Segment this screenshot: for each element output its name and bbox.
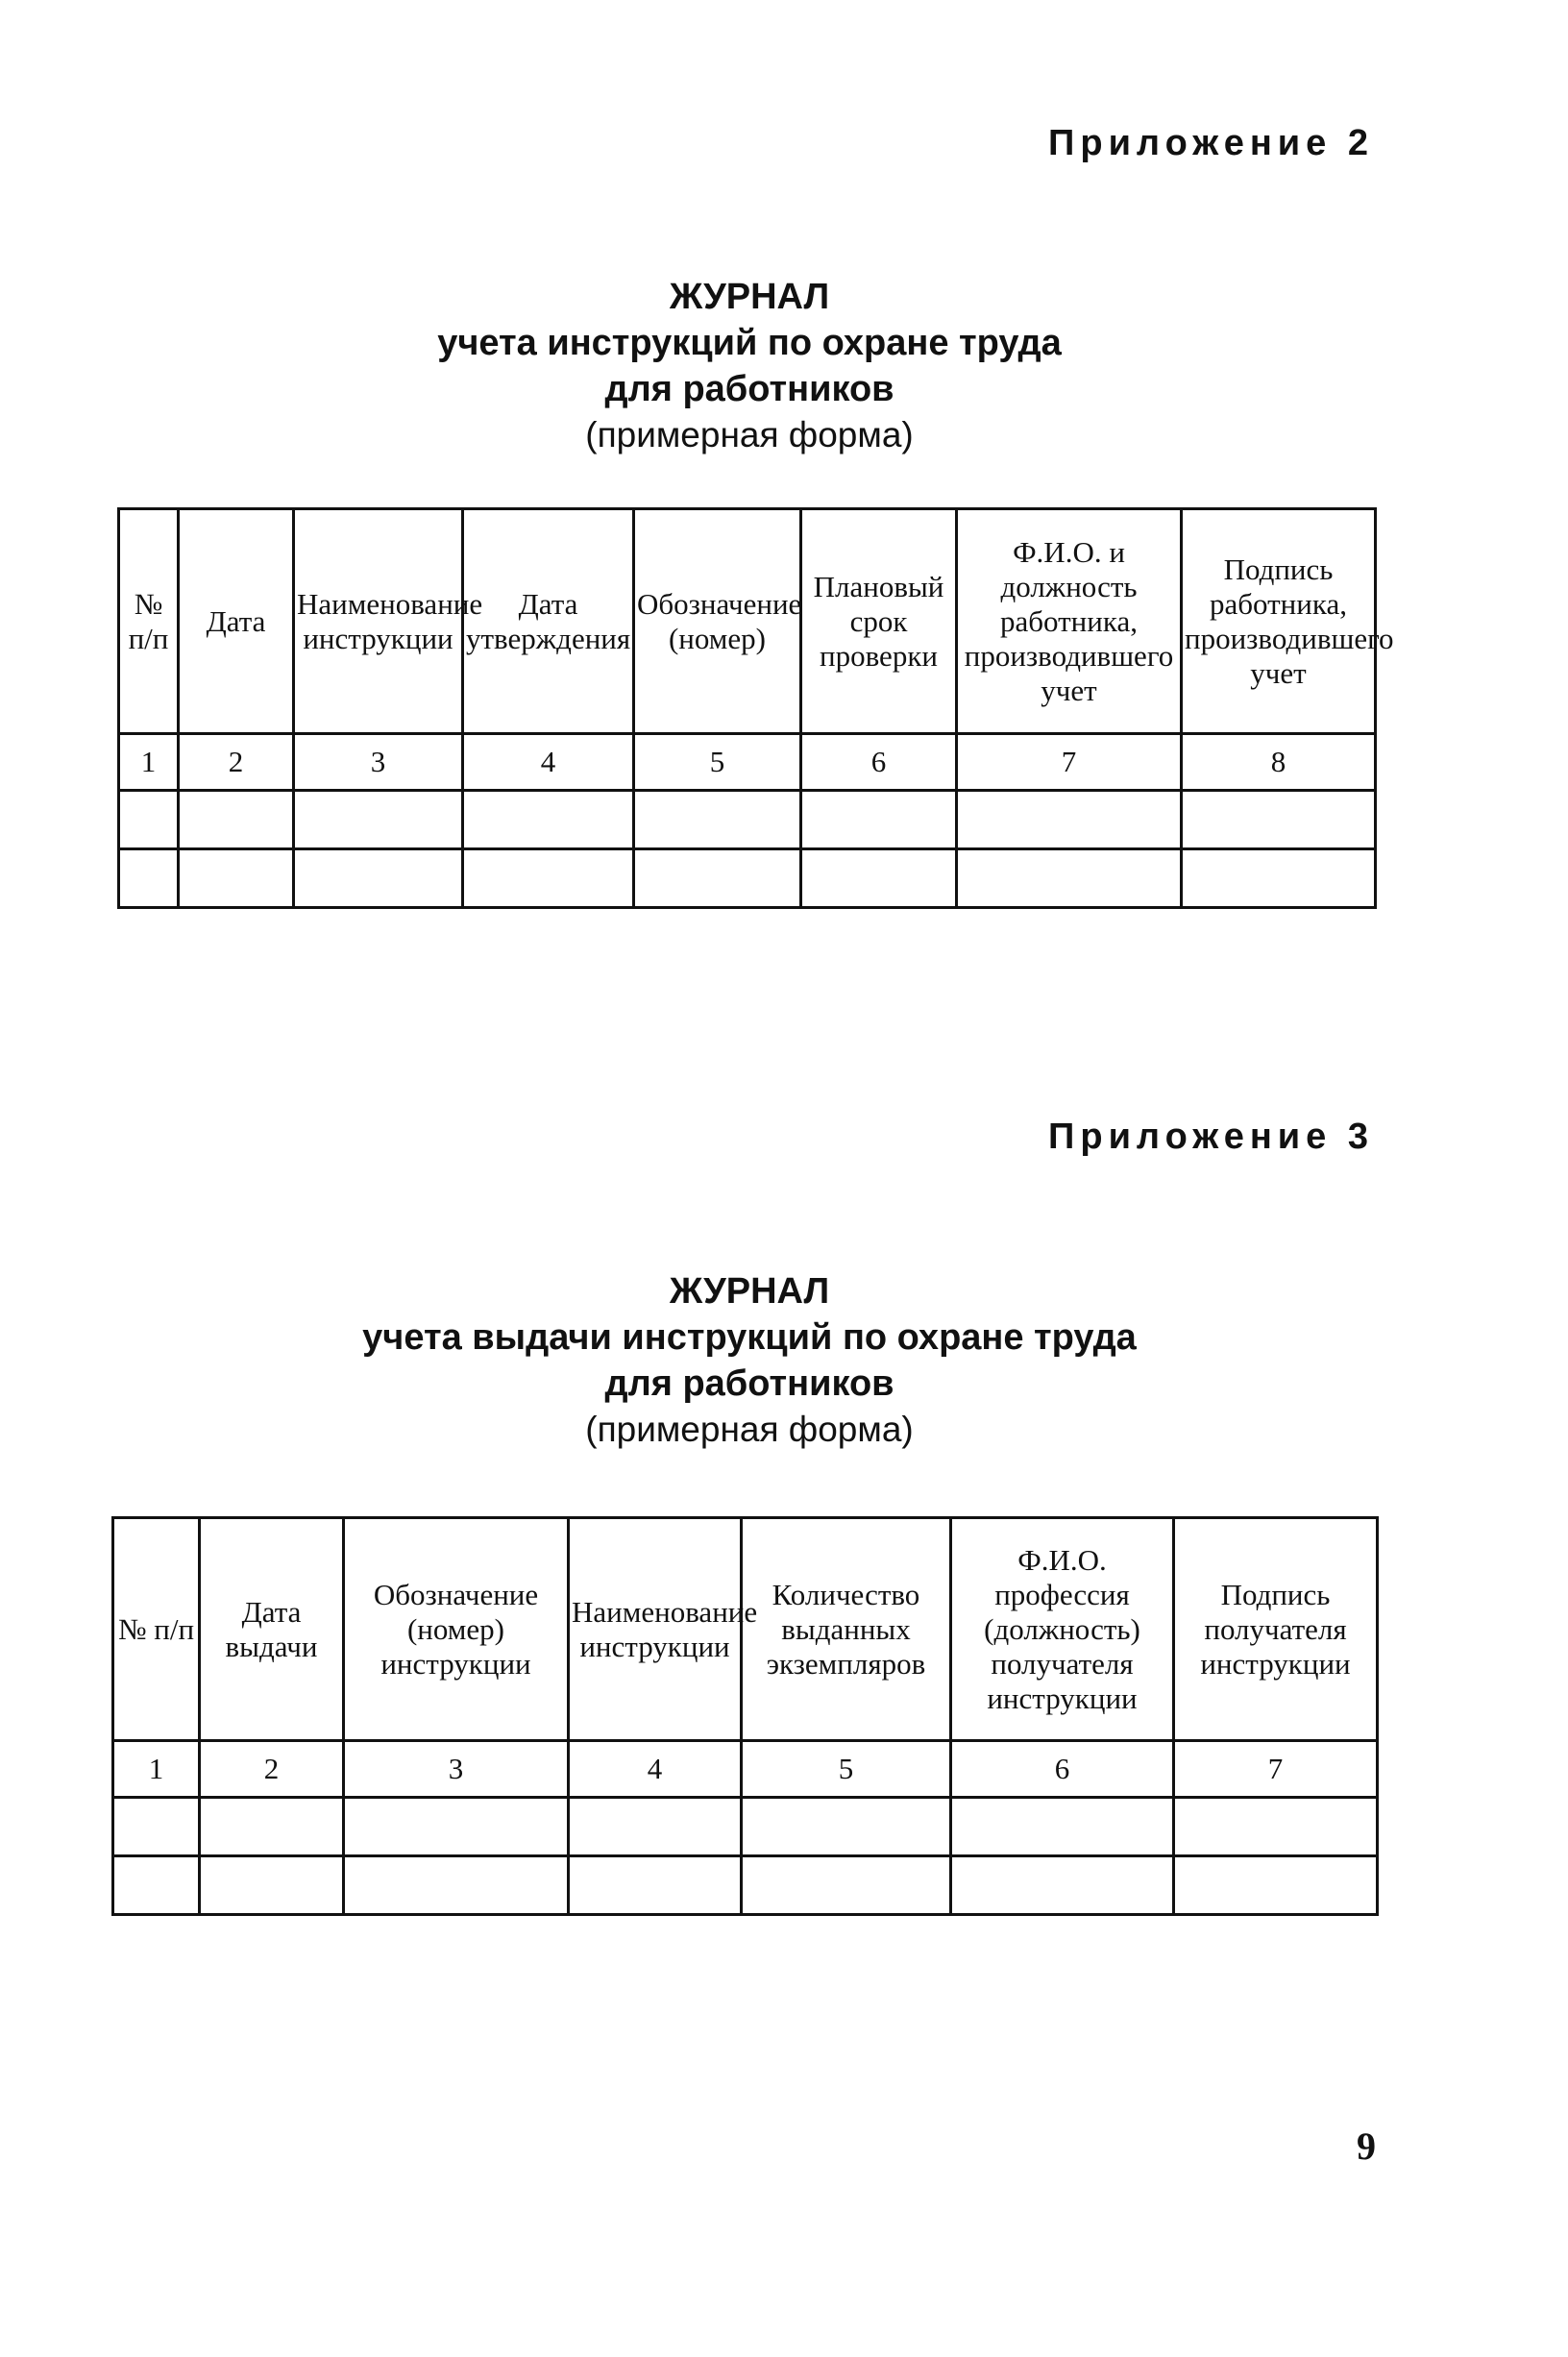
- empty-cell: [463, 791, 634, 849]
- number-cell: 5: [634, 734, 801, 791]
- journal-2-title-block: [0, 1268, 1499, 1453]
- empty-cell: [119, 791, 179, 849]
- header-cell: Плановый срок проверки: [801, 509, 957, 734]
- header-cell: Ф.И.О. профессия (должность) получателя инструкции: [951, 1518, 1174, 1741]
- empty-cell: [957, 791, 1182, 849]
- empty-cell: [179, 849, 294, 908]
- journal-1-subtitle-line2: для работников: [604, 369, 894, 409]
- column-number-row: [113, 1741, 1378, 1798]
- header-cell: Подпись получателя инструкции: [1174, 1518, 1378, 1741]
- page-number: 9: [1357, 2124, 1376, 2168]
- empty-cell: [801, 849, 957, 908]
- journal-1-subtitle-line1: учета инструкций по охране труда: [437, 323, 1062, 363]
- header-cell: Дата выдачи: [200, 1518, 344, 1741]
- empty-cell: [801, 791, 957, 849]
- journal-1-table: [117, 507, 1394, 909]
- header-cell: № п/п: [119, 509, 179, 734]
- appendix-2-label: Приложение 2: [1048, 123, 1374, 163]
- journal-2-title: ЖУРНАЛ: [669, 1271, 830, 1312]
- number-cell: 8: [1182, 734, 1376, 791]
- empty-cell: [1174, 1798, 1378, 1856]
- number-cell: 3: [344, 1741, 569, 1798]
- empty-cell: [294, 791, 463, 849]
- number-cell: 2: [179, 734, 294, 791]
- table-header-row: [119, 509, 1376, 734]
- number-cell: 4: [463, 734, 634, 791]
- empty-cell: [344, 1798, 569, 1856]
- journal-1-title-block: [0, 274, 1499, 458]
- number-cell: 2: [200, 1741, 344, 1798]
- empty-cell: [951, 1856, 1174, 1915]
- empty-cell: [742, 1798, 951, 1856]
- journal-2-form-note: (примерная форма): [585, 1410, 914, 1449]
- table-header-row: [113, 1518, 1378, 1741]
- number-cell: 3: [294, 734, 463, 791]
- header-cell: № п/п: [113, 1518, 200, 1741]
- empty-cell: [1182, 849, 1376, 908]
- table-row: [119, 791, 1376, 849]
- header-cell: Наименование инструкции: [294, 509, 463, 734]
- header-cell: Количество выданных экземпляров: [742, 1518, 951, 1741]
- number-cell: 7: [957, 734, 1182, 791]
- empty-cell: [463, 849, 634, 908]
- header-cell: Ф.И.О. и должность работника, производившего учет: [957, 509, 1182, 734]
- empty-cell: [344, 1856, 569, 1915]
- journal-1-form-note: (примерная форма): [585, 415, 914, 454]
- empty-cell: [294, 849, 463, 908]
- empty-cell: [634, 849, 801, 908]
- journal-2-table: [111, 1516, 1379, 1916]
- appendix-3-label: Приложение 3: [1048, 1117, 1374, 1157]
- column-number-row: [119, 734, 1376, 791]
- empty-cell: [113, 1798, 200, 1856]
- empty-cell: [1182, 791, 1376, 849]
- number-cell: 7: [1174, 1741, 1378, 1798]
- header-cell: Подпись работника, производившего учет: [1182, 509, 1376, 734]
- empty-cell: [951, 1798, 1174, 1856]
- number-cell: 5: [742, 1741, 951, 1798]
- number-cell: 6: [801, 734, 957, 791]
- empty-cell: [742, 1856, 951, 1915]
- table-row: [113, 1856, 1378, 1915]
- empty-cell: [1174, 1856, 1378, 1915]
- empty-cell: [179, 791, 294, 849]
- empty-cell: [957, 849, 1182, 908]
- header-cell: Дата: [179, 509, 294, 734]
- journal-2-subtitle-line1: учета выдачи инструкций по охране труда: [362, 1317, 1137, 1358]
- header-cell: Дата утверждения: [463, 509, 634, 734]
- empty-cell: [634, 791, 801, 849]
- number-cell: 1: [119, 734, 179, 791]
- number-cell: 1: [113, 1741, 200, 1798]
- empty-cell: [200, 1856, 344, 1915]
- journal-1-title: ЖУРНАЛ: [669, 277, 830, 317]
- table-row: [119, 849, 1376, 908]
- header-cell: Наименование инструкции: [569, 1518, 742, 1741]
- empty-cell: [569, 1798, 742, 1856]
- number-cell: 4: [569, 1741, 742, 1798]
- empty-cell: [119, 849, 179, 908]
- header-cell: Обозначение (номер): [634, 509, 801, 734]
- number-cell: 6: [951, 1741, 1174, 1798]
- header-cell: Обозначение (номер) инструкции: [344, 1518, 569, 1741]
- journal-2-subtitle-line2: для работников: [604, 1363, 894, 1404]
- empty-cell: [113, 1856, 200, 1915]
- empty-cell: [200, 1798, 344, 1856]
- empty-cell: [569, 1856, 742, 1915]
- table-row: [113, 1798, 1378, 1856]
